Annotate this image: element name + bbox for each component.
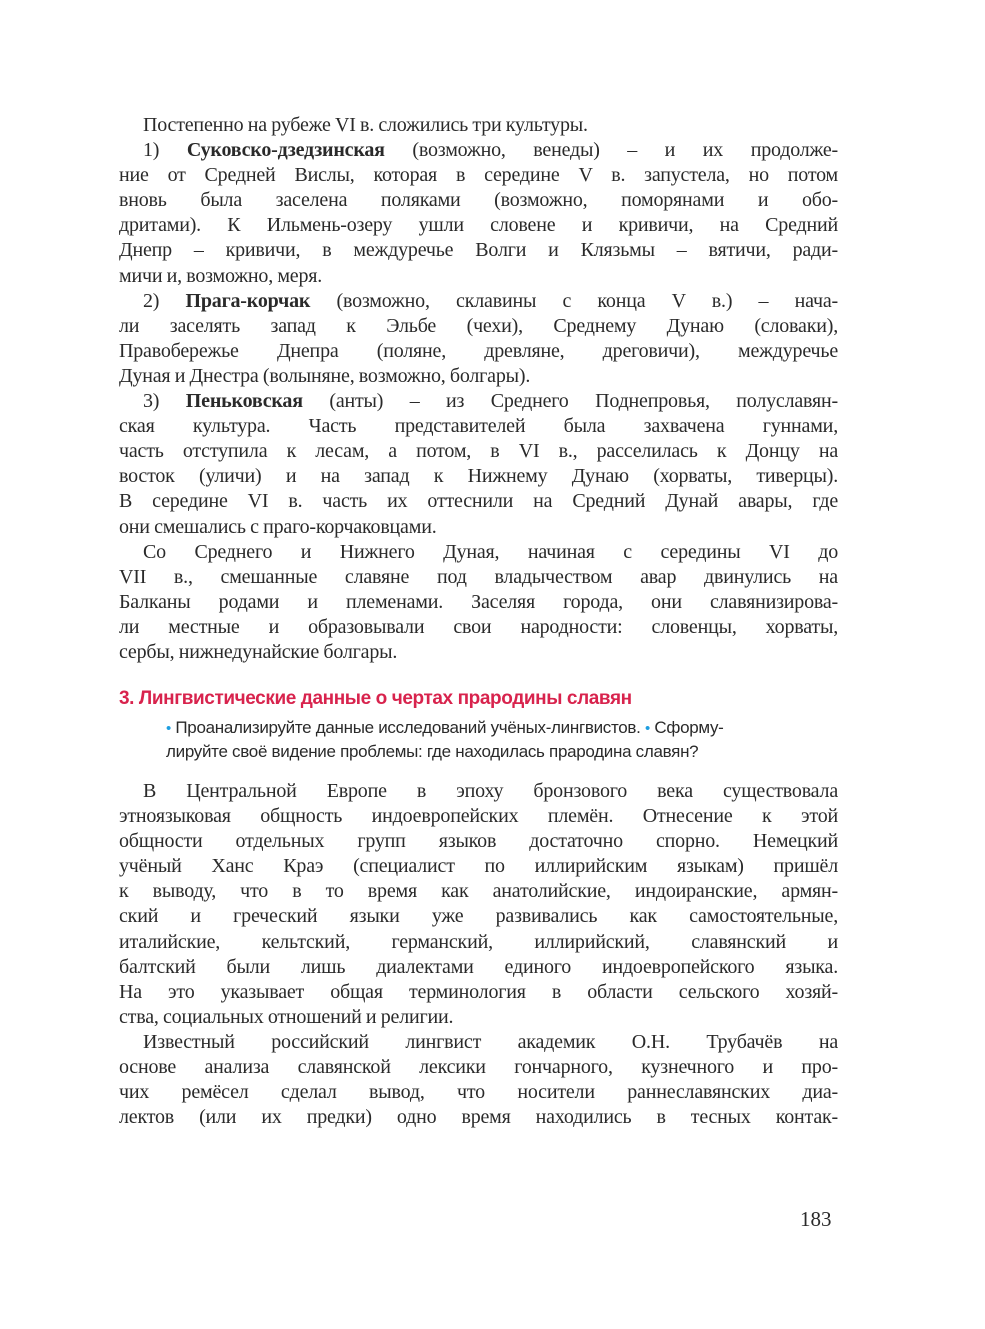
list-number: 3): [143, 390, 186, 413]
line-text: VII в., смешанные славяне под владычеством авар двинулись на: [119, 565, 838, 588]
line-text: ние от Средней Вислы, которая в середине V в. запустела, но потом: [119, 164, 838, 187]
line-text: Днепр – кривичи, в междуречье Волги и Клязьмы – вятичи, ради-: [119, 239, 838, 262]
line-text: часть отступила к лесам, а потом, в VI в., расселилась к Донцу на: [119, 440, 838, 463]
text-line: [119, 489, 838, 514]
text-line: [119, 590, 838, 615]
text-line: [119, 238, 838, 263]
line-text: Со Среднего и Нижнего Дуная, начиная с середины VI до: [143, 540, 838, 563]
line-text: основе анализа славянской лексики гончарного, кузнечного и про-: [119, 1056, 838, 1079]
text-line: [119, 640, 838, 665]
line-text: чих ремёсел сделал вывод, что носители раннеславянских диа-: [119, 1081, 838, 1104]
line-text: италийские, кельтский, германский, иллирийский, славянский и: [119, 930, 838, 953]
line-text: сербы, нижнедунайские болгары.: [119, 640, 398, 663]
task-text-2: Сформу-: [654, 718, 724, 737]
text-line: [119, 113, 838, 138]
section-heading: 3. Лингвистические данные о чертах прародины славян: [119, 688, 632, 709]
line-text: В середине VI в. часть их оттеснили на Средний Дунай авары, где: [119, 490, 838, 513]
line-text: Постепенно на рубеже VI в. сложились три культуры.: [143, 114, 588, 136]
line-text: общности отдельных групп языков достаточно спорно. Немецкий: [119, 830, 838, 853]
text-line: [119, 1105, 838, 1130]
line-text: ская культура. Часть представителей была захвачена гуннами,: [119, 415, 838, 438]
text-line: [119, 1080, 838, 1105]
line-text: балтский были лишь диалектами единого индоевропейского языка.: [119, 955, 838, 978]
line-text: мичи и, возможно, меря.: [119, 264, 323, 287]
line-text: Балканы родами и племенами. Заселяя города, они славянизирова-: [119, 590, 838, 613]
text-line: [119, 439, 838, 464]
body-text-section-2: [119, 779, 838, 1130]
text-line: [119, 540, 838, 565]
line-text: (анты) – из Среднего Поднепровья, полуславян-: [302, 390, 838, 413]
line-text: Дуная и Днестра (волыняне, возможно, болгары).: [119, 364, 531, 387]
text-line: [119, 804, 838, 829]
bullet-icon: •: [645, 720, 650, 737]
text-line: [119, 188, 838, 213]
text-line: [119, 615, 838, 640]
line-text: этноязыковая общность индоевропейских племён. Отнесение к этой: [119, 805, 838, 828]
culture-name: Прага-корчак: [185, 289, 311, 312]
text-line: [119, 339, 838, 364]
line-text: Правобережье Днепра (поляне, древляне, дреговичи), междуречье: [119, 339, 838, 362]
task-block: [166, 716, 838, 764]
line-text: учёный Ханс Краэ (специалист по иллирийским языкам) пришёл: [119, 855, 838, 878]
text-line: [119, 1005, 838, 1030]
line-text: ский и греческий языки уже развивались как самостоятельные,: [119, 905, 838, 928]
text-line: [119, 389, 838, 414]
line-text: вновь была заселена поляками (возможно, поморянами и обо-: [119, 189, 838, 212]
text-line: [119, 879, 838, 904]
text-line: [119, 138, 838, 163]
line-text: ли местные и образовывали свои народности: словенцы, хорваты,: [119, 615, 838, 638]
line-text: Известный российский лингвист академик О.Н. Трубачёв на: [143, 1030, 838, 1053]
text-line: [119, 464, 838, 489]
line-text: (возможно, венеды) – и их продолже-: [384, 139, 839, 162]
text-line: [119, 854, 838, 879]
text-line: [119, 565, 838, 590]
culture-name: Пеньковская: [185, 390, 303, 413]
line-text: лектов (или их предки) одно время находились в тесных контак-: [119, 1106, 838, 1129]
line-text: они смешались с праго-корчаковцами.: [119, 515, 437, 538]
text-line: [119, 213, 838, 238]
body-text-section-1: [119, 113, 838, 665]
text-line: [119, 955, 838, 980]
text-line: [119, 414, 838, 439]
line-text: дритами). К Ильмень-озеру ушли словене и кривичи, на Средний: [119, 214, 838, 237]
list-number: 1): [143, 139, 187, 162]
text-line: [119, 930, 838, 955]
task-text-1: Проанализируйте данные исследований учёных-лингвистов.: [175, 718, 641, 737]
line-text: ства, социальных отношений и религии.: [119, 1005, 454, 1028]
text-line: [119, 829, 838, 854]
text-line: [119, 980, 838, 1005]
text-line: [119, 515, 838, 540]
culture-name: Суковско-дзедзинская: [186, 139, 385, 162]
text-line: [119, 904, 838, 929]
line-text: ли заселять запад к Эльбе (чехи), Среднему Дунаю (словаки),: [119, 314, 838, 337]
page-number: 183: [800, 1207, 832, 1231]
line-text: восток (уличи) и на запад к Нижнему Дунаю (хорваты, тиверцы).: [119, 465, 838, 488]
text-line: [119, 364, 838, 389]
task-line-1: [166, 716, 838, 740]
text-line: [119, 1055, 838, 1080]
text-line: [119, 1030, 838, 1055]
task-line-2: лируйте своё видение проблемы: где находилась прародина славян?: [166, 742, 699, 761]
line-text: (возможно, склавины с конца V в.) – нача-: [310, 289, 838, 312]
list-number: 2): [143, 289, 186, 312]
text-line: [119, 264, 838, 289]
text-line: [119, 163, 838, 188]
line-text: В Центральной Европе в эпоху бронзового века существовала: [143, 780, 838, 802]
text-line: [119, 289, 838, 314]
line-text: На это указывает общая терминология в области сельского хозяй-: [119, 980, 838, 1003]
text-line: [119, 314, 838, 339]
line-text: к выводу, что в то время как анатолийские, индоиранские, армян-: [119, 880, 838, 903]
bullet-icon: •: [166, 720, 171, 737]
text-line: [119, 779, 838, 804]
